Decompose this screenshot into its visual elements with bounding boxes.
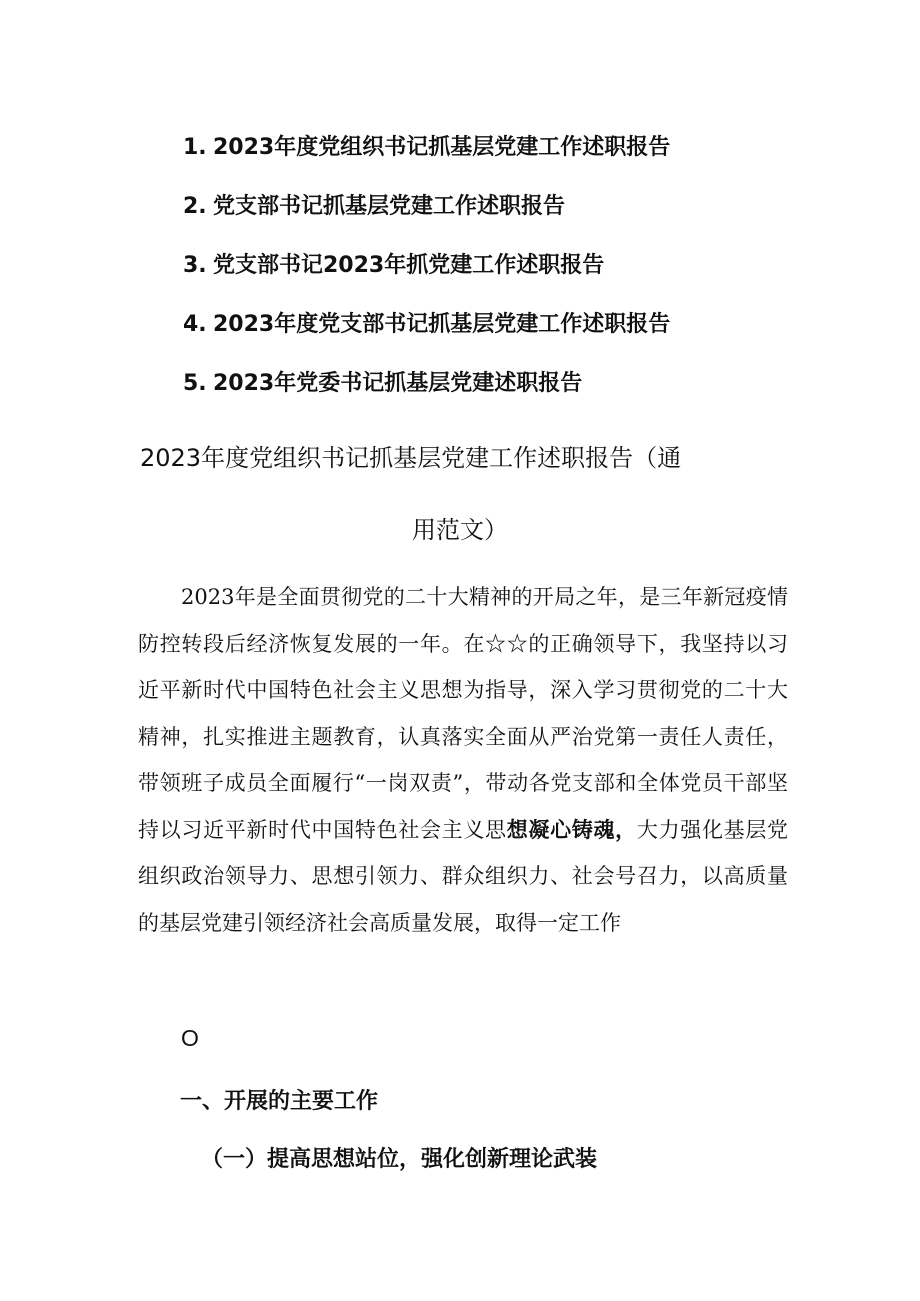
toc-item [183, 364, 670, 423]
toc-item-text: 党支部书记2023年抓党建工作述职报告 [213, 253, 605, 278]
stray-mark: O [181, 1025, 199, 1051]
toc-item [183, 246, 670, 305]
subsection-heading: （一）提高思想站位，强化创新理论武装 [201, 1147, 598, 1172]
toc-item-number: 1. [183, 135, 207, 160]
toc-item-number: 4. [183, 312, 207, 337]
toc-item-text: 2023年党委书记抓基层党建述职报告 [213, 371, 583, 396]
paragraph-text: 2023年是全面贯彻党的二十大精神的开局之年，是三年新冠疫情防控转段后经济恢复发展的一年。在☆☆的正确领导下，我坚持以习近平新时代中国特色社会主义思想为指导，深入学习贯彻党的二十大精神，扎实推进主题教育，认真落实全面从严治党第一责任人责任，带领班子成员全面履行“一岗双责”，带动各党支部和全体党员干部坚持以习近平新时代中国特色社会主义思 [138, 585, 788, 842]
toc-item-number: 3. [183, 253, 207, 278]
document-title-line-2: 用范文） [412, 516, 508, 544]
paragraph-bold-text: 想凝心铸魂， [506, 817, 637, 842]
toc-item [183, 187, 670, 246]
paragraph-text-continued: 大力强化基层党组织政治领导力、思想引领力、群众组织力、社会号召力，以高质量的基层党建引领经济社会高质量发展，取得一定工作 [138, 817, 789, 935]
toc-item-text: 党支部书记抓基层党建工作述职报告 [213, 194, 566, 219]
section-heading: 一、开展的主要工作 [180, 1089, 379, 1114]
toc-item [183, 128, 670, 187]
toc-item-text: 2023年度党支部书记抓基层党建工作述职报告 [213, 312, 671, 337]
table-of-contents [183, 128, 670, 423]
toc-item-number: 2. [183, 194, 207, 219]
toc-item-number: 5. [183, 371, 207, 396]
toc-item [183, 305, 670, 364]
toc-item-text: 2023年度党组织书记抓基层党建工作述职报告 [213, 135, 671, 160]
body-paragraph [138, 574, 788, 946]
document-title-line-1: 2023年度党组织书记抓基层党建工作述职报告（通 [140, 444, 682, 472]
